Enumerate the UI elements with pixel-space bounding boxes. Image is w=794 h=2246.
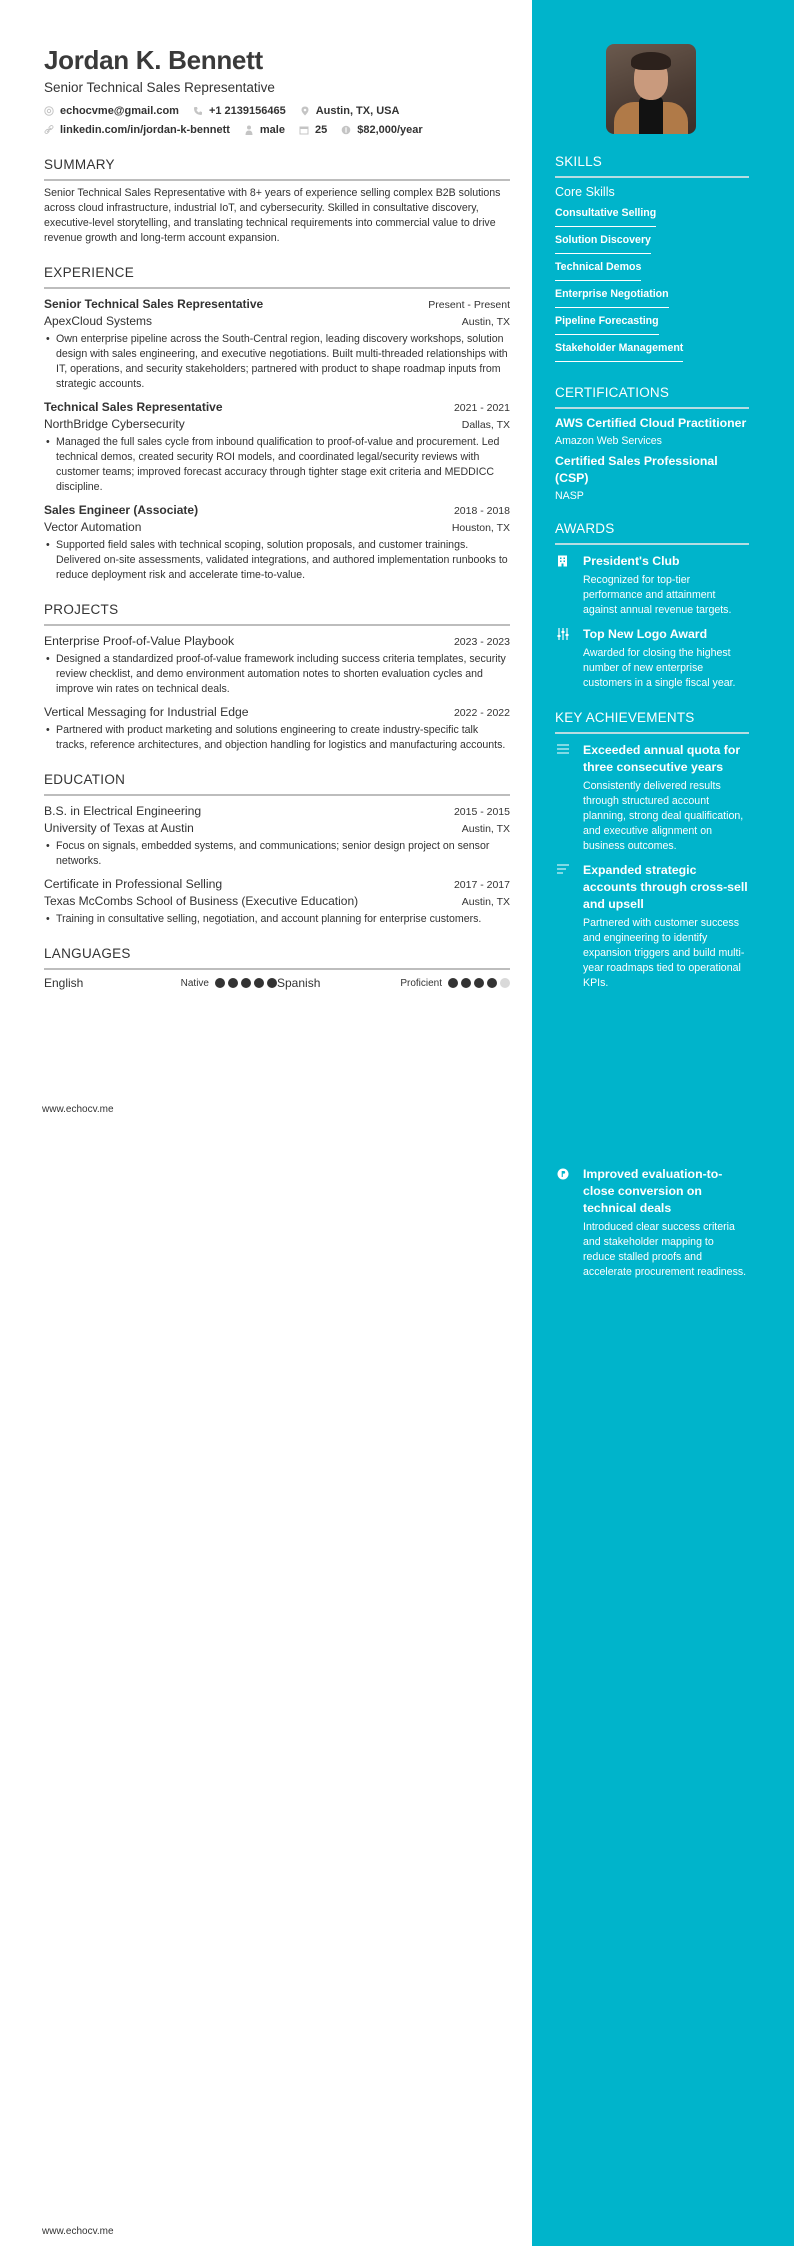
certification-issuer: Amazon Web Services: [555, 435, 662, 447]
at-icon: [44, 106, 54, 116]
job-title: Senior Technical Sales Representative: [44, 297, 264, 311]
language-level: Native: [180, 977, 209, 989]
experience-entry: [44, 296, 510, 392]
language-level: Proficient: [400, 977, 442, 989]
skills-group-title: Core Skills: [555, 185, 615, 199]
contact-row-2: [44, 123, 510, 137]
experience-heading: EXPERIENCE: [44, 264, 510, 289]
company-name: Vector Automation: [44, 520, 142, 534]
language-name: Spanish: [277, 976, 321, 990]
job-bullet: • Supported field sales with technical scoping, solution proposals, and customer trainings. Delivered on-site assessments, validated integrations, and authored implementation runbooks to reduce deployment risk and accelerate time-to-value.: [44, 538, 510, 583]
rating-dot-filled: [448, 978, 458, 988]
award-description: Awarded for closing the highest number of new enterprise customers in a single fiscal year.: [583, 647, 736, 689]
coin-icon: [555, 1166, 583, 1280]
rating-dot-filled: [228, 978, 238, 988]
contact-phone[interactable]: +1 2139156465: [193, 104, 286, 118]
skill-item: Consultative Selling: [555, 202, 656, 227]
footer-link-page1[interactable]: www.echocv.me: [42, 1104, 114, 1115]
rating-dot-filled: [267, 978, 277, 988]
education-dates: 2015 - 2015: [453, 806, 510, 818]
award-title: President's Club: [583, 554, 680, 568]
contact-linkedin[interactable]: linkedin.com/in/jordan-k-bennett: [44, 123, 230, 137]
rating-dot-filled: [254, 978, 264, 988]
language-rating: [448, 978, 510, 988]
building-icon: [555, 553, 583, 618]
certification-issuer: NASP: [555, 490, 584, 502]
achievement-item: [555, 1166, 749, 1280]
education-dates: 2017 - 2017: [453, 879, 510, 891]
money-icon: [341, 125, 351, 135]
skills-heading: SKILLS: [555, 153, 749, 178]
footer-link-page2[interactable]: www.echocv.me: [42, 2226, 114, 2237]
contact-gender: male: [244, 123, 285, 137]
achievements-heading: KEY ACHIEVEMENTS: [555, 709, 749, 734]
company-name: NorthBridge Cybersecurity: [44, 417, 185, 431]
job-location: Houston, TX: [451, 522, 510, 534]
contact-location: Austin, TX, USA: [300, 104, 400, 118]
candidate-name: Jordan K. Bennett: [44, 45, 263, 75]
school-location: Austin, TX: [461, 823, 510, 835]
skill-item: Pipeline Forecasting: [555, 310, 659, 335]
degree: Certificate in Professional Selling: [44, 877, 223, 891]
summary-section: [44, 156, 510, 246]
link-icon: [44, 125, 54, 135]
degree: B.S. in Electrical Engineering: [44, 804, 202, 818]
languages-section: [44, 945, 510, 990]
project-entry: [44, 633, 510, 697]
school-location: Austin, TX: [461, 896, 510, 908]
awards-heading: AWARDS: [555, 520, 749, 545]
skill-item: Solution Discovery: [555, 229, 651, 254]
certification-name: AWS Certified Cloud Practitioner: [555, 416, 747, 430]
certification-name: Certified Sales Professional (CSP): [555, 454, 718, 485]
achievement-description: Introduced clear success criteria and stakeholder mapping to reduce stalled proofs and accelerate procurement readiness.: [583, 1221, 747, 1278]
rating-dot-filled: [215, 978, 225, 988]
job-bullet: • Own enterprise pipeline across the South-Central region, leading discovery workshops, solution design with sales engineering, and executive negotiations. Built multi-threaded relationships with IT, operations, and security stakeholders; partnered with product to shape roadmap inputs from strategic accounts.: [44, 332, 510, 392]
language-item: [44, 976, 277, 990]
job-title: Technical Sales Representative: [44, 400, 223, 414]
contact-age: 25: [299, 123, 327, 137]
project-dates: 2022 - 2022: [453, 707, 510, 719]
rating-dot-empty: [500, 978, 510, 988]
achievement-item: [555, 742, 749, 854]
sidebar-page2: [555, 1166, 749, 1280]
summary-heading: SUMMARY: [44, 156, 510, 181]
contact-salary: $82,000/year: [341, 123, 422, 137]
person-icon: [244, 125, 254, 135]
job-location: Austin, TX: [461, 316, 510, 328]
calendar-icon: [299, 125, 309, 135]
job-dates: Present - Present: [428, 299, 510, 311]
menu-lines-icon: [555, 742, 583, 854]
certifications-heading: CERTIFICATIONS: [555, 384, 749, 409]
project-entry: [44, 704, 510, 753]
education-entry: [44, 803, 510, 869]
achievement-title: Exceeded annual quota for three consecutive years: [583, 743, 741, 774]
awards-section: [555, 520, 749, 691]
education-section: [44, 771, 510, 927]
skill-item: Technical Demos: [555, 256, 641, 281]
education-bullet: • Training in consultative selling, negotiation, and account planning for enterprise customers.: [44, 912, 510, 927]
award-item: [555, 626, 749, 691]
summary-text: Senior Technical Sales Representative with 8+ years of experience selling complex B2B solutions across cloud infrastructure, industrial IoT, and cybersecurity. Skilled in consultative discovery, executive-level storytelling, and translating technical requirements into commercial value to drive revenue growth and long-term account expansion.: [44, 187, 501, 244]
experience-section: [44, 264, 510, 583]
rating-dot-filled: [487, 978, 497, 988]
job-bullet: • Managed the full sales cycle from inbound qualification to proof-of-value and procurement. Led technical demos, created security ROI models, and coordinated legal/security reviews with customer teams; improved forecast accuracy through tighter stage exit criteria and MEDDICC discipline.: [44, 435, 510, 495]
school-name: University of Texas at Austin: [44, 821, 194, 835]
sliders-icon: [555, 626, 583, 691]
rating-dot-filled: [241, 978, 251, 988]
language-name: English: [44, 976, 84, 990]
project-bullet: • Partnered with product marketing and solutions engineering to create industry-specific talk tracks, reference architectures, and objection handling for logistics and manufacturing accounts.: [44, 723, 510, 753]
projects-heading: PROJECTS: [44, 601, 510, 626]
education-entry: [44, 876, 510, 927]
profile-photo: [606, 44, 696, 134]
award-description: Recognized for top-tier performance and attainment against annual revenue targets.: [583, 574, 732, 616]
project-name: Enterprise Proof-of-Value Playbook: [44, 634, 235, 648]
skill-item: Stakeholder Management: [555, 337, 683, 362]
achievement-item: [555, 862, 749, 991]
experience-entry: [44, 502, 510, 583]
project-bullet: • Designed a standardized proof-of-value framework including success criteria templates, security review checklist, and demo environment automation notes to shorten evaluation cycles and improve win rates on technical deals.: [44, 652, 510, 697]
job-dates: 2018 - 2018: [453, 505, 510, 517]
rating-dot-filled: [461, 978, 471, 988]
skills-section: [555, 153, 749, 362]
skill-item: Enterprise Negotiation: [555, 283, 669, 308]
languages-heading: LANGUAGES: [44, 945, 510, 970]
language-rating: [215, 978, 277, 988]
text-lines-icon: [555, 862, 583, 991]
education-bullet: • Focus on signals, embedded systems, and communications; senior design project on sensor networks.: [44, 839, 510, 869]
candidate-title: Senior Technical Sales Representative: [44, 80, 275, 95]
award-title: Top New Logo Award: [583, 627, 708, 641]
location-pin-icon: [300, 106, 310, 116]
main-column: [44, 44, 510, 990]
achievements-section: [555, 709, 749, 991]
contact-row-1: [44, 104, 510, 118]
language-item: [277, 976, 510, 990]
achievement-description: Consistently delivered results through structured account planning, strong deal qualification, and executive alignment on business outcomes.: [583, 780, 744, 852]
experience-entry: [44, 399, 510, 495]
project-dates: 2023 - 2023: [453, 636, 510, 648]
achievement-title: Expanded strategic accounts through cross-sell and upsell: [583, 863, 748, 911]
company-name: ApexCloud Systems: [44, 314, 153, 328]
project-name: Vertical Messaging for Industrial Edge: [44, 705, 249, 719]
award-item: [555, 553, 749, 618]
achievement-description: Partnered with customer success and engineering to identify expansion triggers and build multi-year roadmaps tied to operational KPIs.: [583, 917, 745, 989]
certifications-section: [555, 384, 749, 502]
sidebar: [555, 44, 749, 991]
school-name: Texas McCombs School of Business (Executive Education): [44, 894, 359, 908]
contact-email[interactable]: echocvme@gmail.com: [44, 104, 179, 118]
phone-icon: [193, 106, 203, 116]
achievement-title: Improved evaluation-to-close conversion on technical deals: [583, 1167, 723, 1215]
projects-section: [44, 601, 510, 753]
job-location: Dallas, TX: [461, 419, 510, 431]
languages-list: [44, 976, 510, 990]
job-dates: 2021 - 2021: [453, 402, 510, 414]
job-title: Sales Engineer (Associate): [44, 503, 199, 517]
education-heading: EDUCATION: [44, 771, 510, 796]
rating-dot-filled: [474, 978, 484, 988]
